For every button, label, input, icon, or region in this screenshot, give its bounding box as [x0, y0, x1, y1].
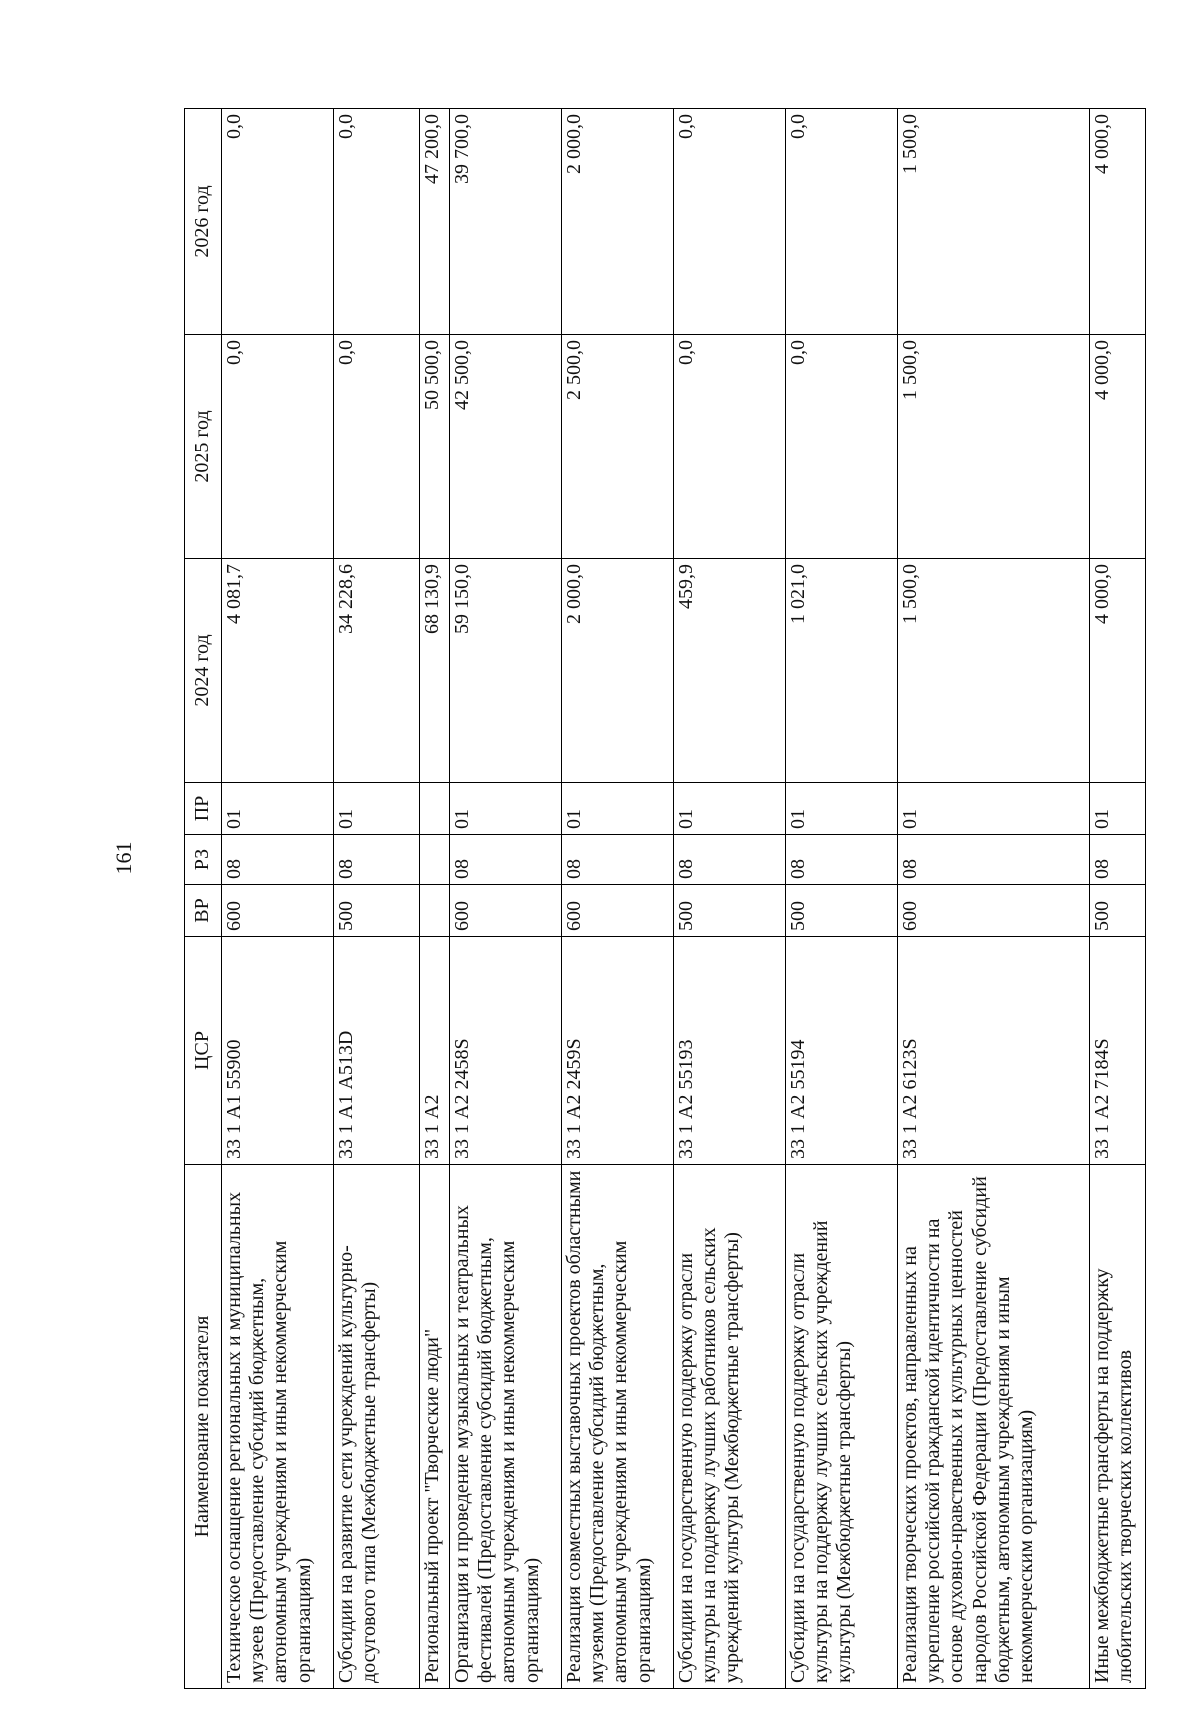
row-rz: 08: [898, 835, 1090, 885]
row-csr: 33 1 А2 55193: [674, 937, 786, 1165]
row-vr: 600: [450, 885, 562, 937]
row-2026: 0,0: [334, 109, 420, 335]
row-pr: 01: [674, 783, 786, 835]
row-rz: 08: [334, 835, 420, 885]
row-rz: 08: [450, 835, 562, 885]
row-csr: 33 1 А2 2458S: [450, 937, 562, 1165]
row-name: Организация и проведение музыкальных и театральных фестивалей (Предоставление субсидий бюджетным, автономным учреждениям и иным некоммерческим организациям): [450, 1165, 562, 1689]
row-2026: 0,0: [786, 109, 898, 335]
row-2026: 47 200,0: [420, 109, 450, 335]
row-2025: 1 500,0: [898, 335, 1090, 559]
row-2026: 2 000,0: [562, 109, 674, 335]
table-row: [222, 109, 334, 1689]
row-csr: 33 1 А1 А513D: [334, 937, 420, 1165]
row-vr: 600: [222, 885, 334, 937]
row-name: Субсидии на развитие сети учреждений культурно-досугового типа (Межбюджетные трансферты): [334, 1165, 420, 1689]
row-pr: 01: [1090, 783, 1146, 835]
row-name: Реализация творческих проектов, направленных на укрепление российской гражданской идентичности на основе духовно-нравственных и культурных ценностей народов Российской Федерации (Предоставление субсидий бюджетным, автономным учреждениям и иным некоммерческим организациям): [898, 1165, 1090, 1689]
row-2024: 459,9: [674, 559, 786, 783]
row-name: Иные межбюджетные трансферты на поддержку любительских творческих коллективов: [1090, 1165, 1146, 1689]
row-2024: 68 130,9: [420, 559, 450, 783]
table-row: [1090, 109, 1146, 1689]
table-row: [450, 109, 562, 1689]
table-row: [898, 109, 1090, 1689]
row-2024: 1 021,0: [786, 559, 898, 783]
header-2024: 2024 год: [185, 559, 222, 783]
row-vr: [420, 885, 450, 937]
table-row: [674, 109, 786, 1689]
row-csr: 33 1 А1 55900: [222, 937, 334, 1165]
row-2025: 2 500,0: [562, 335, 674, 559]
row-2024: 1 500,0: [898, 559, 1090, 783]
row-2024: 34 228,6: [334, 559, 420, 783]
row-vr: 600: [562, 885, 674, 937]
header-2026: 2026 год: [185, 109, 222, 335]
budget-table-container: [184, 109, 1137, 1689]
row-2025: 0,0: [334, 335, 420, 559]
row-pr: 01: [334, 783, 420, 835]
row-2026: 0,0: [222, 109, 334, 335]
table-row: [562, 109, 674, 1689]
row-name: Реализация совместных выставочных проектов областными музеями (Предоставление субсидий бюджетным, автономным учреждениям и иным некоммерческим организациям): [562, 1165, 674, 1689]
budget-table: [184, 108, 1146, 1689]
row-name: Субсидии на государственную поддержку отрасли культуры на поддержку лучших сельских учреждений культуры (Межбюджетные трансферты): [786, 1165, 898, 1689]
row-vr: 500: [786, 885, 898, 937]
row-rz: 08: [562, 835, 674, 885]
row-2026: 0,0: [674, 109, 786, 335]
row-pr: [420, 783, 450, 835]
row-pr: 01: [786, 783, 898, 835]
row-pr: 01: [898, 783, 1090, 835]
row-pr: 01: [222, 783, 334, 835]
table-row: [420, 109, 450, 1689]
row-2025: 0,0: [222, 335, 334, 559]
row-name: Региональный проект "Творческие люди": [420, 1165, 450, 1689]
row-2025: 50 500,0: [420, 335, 450, 559]
header-2025: 2025 год: [185, 335, 222, 559]
page-number: 161: [111, 841, 136, 875]
row-rz: 08: [674, 835, 786, 885]
table-row: [334, 109, 420, 1689]
row-2024: 59 150,0: [450, 559, 562, 783]
row-2026: 4 000,0: [1090, 109, 1146, 335]
row-csr: 33 1 А2 55194: [786, 937, 898, 1165]
row-2026: 1 500,0: [898, 109, 1090, 335]
row-2025: 42 500,0: [450, 335, 562, 559]
row-rz: 08: [222, 835, 334, 885]
row-2025: 0,0: [786, 335, 898, 559]
row-pr: 01: [450, 783, 562, 835]
row-csr: 33 1 А2 2459S: [562, 937, 674, 1165]
row-rz: [420, 835, 450, 885]
row-pr: 01: [562, 783, 674, 835]
header-pr: ПР: [185, 783, 222, 835]
row-name: Техническое оснащение региональных и муниципальных музеев (Предоставление субсидий бюджетным, автономным учреждениям и иным некоммерческим организациям): [222, 1165, 334, 1689]
row-2024: 4 081,7: [222, 559, 334, 783]
row-csr: 33 1 А2: [420, 937, 450, 1165]
row-name: Субсидии на государственную поддержку отрасли культуры на поддержку лучших работников сельских учреждений культуры (Межбюджетные трансферты): [674, 1165, 786, 1689]
row-2025: 0,0: [674, 335, 786, 559]
header-name: Наименование показателя: [185, 1165, 222, 1689]
row-2025: 4 000,0: [1090, 335, 1146, 559]
row-2024: 2 000,0: [562, 559, 674, 783]
header-rz: РЗ: [185, 835, 222, 885]
table-header-row: [185, 109, 222, 1689]
row-rz: 08: [786, 835, 898, 885]
row-csr: 33 1 А2 7184S: [1090, 937, 1146, 1165]
row-rz: 08: [1090, 835, 1146, 885]
table-row: [786, 109, 898, 1689]
row-vr: 500: [334, 885, 420, 937]
row-2026: 39 700,0: [450, 109, 562, 335]
row-csr: 33 1 А2 6123S: [898, 937, 1090, 1165]
header-vr: ВР: [185, 885, 222, 937]
row-vr: 500: [674, 885, 786, 937]
row-vr: 500: [1090, 885, 1146, 937]
row-2024: 4 000,0: [1090, 559, 1146, 783]
header-csr: ЦСР: [185, 937, 222, 1165]
row-vr: 600: [898, 885, 1090, 937]
